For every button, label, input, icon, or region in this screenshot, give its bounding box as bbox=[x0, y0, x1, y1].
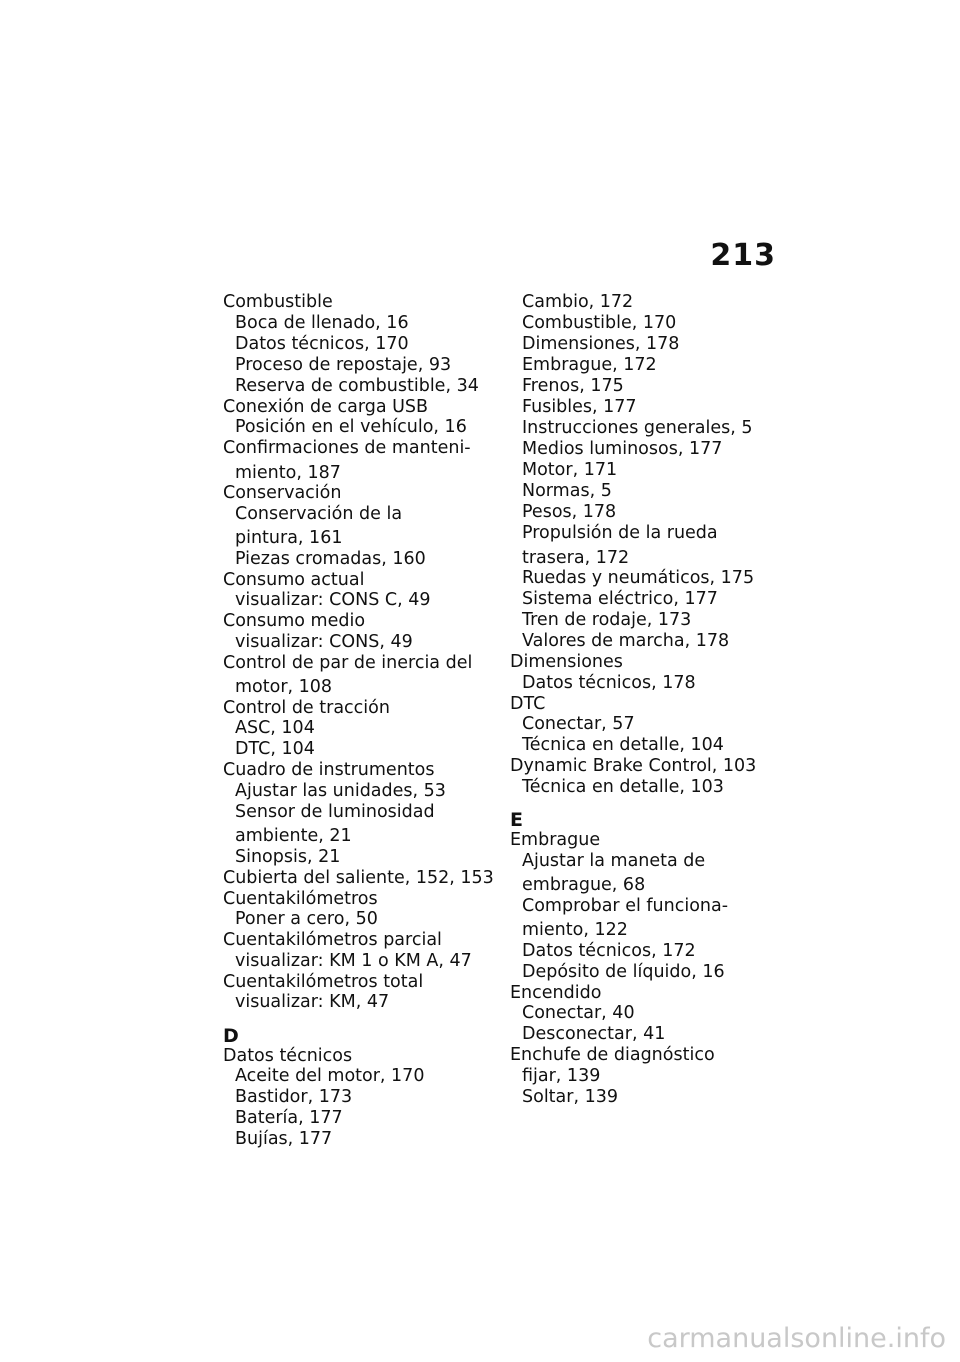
index-continuation: pintura, 161 bbox=[235, 528, 343, 548]
index-entry: Datos técnicos bbox=[223, 1045, 353, 1066]
index-subentry: Poner a cero, 50 bbox=[235, 909, 378, 929]
index-subentry: Conectar, 57 bbox=[522, 714, 635, 734]
index-entry: Conexión de carga USB bbox=[223, 396, 429, 417]
index-subentry: Dimensiones, 178 bbox=[522, 334, 680, 354]
index-subentry: DTC, 104 bbox=[235, 739, 315, 759]
index-subentry: Ajustar las unidades, 53 bbox=[235, 780, 446, 801]
index-subentry: Datos técnicos, 172 bbox=[522, 940, 696, 961]
index-entry: Cuentakilómetros bbox=[223, 888, 378, 909]
index-subentry: Boca de llenado, 16 bbox=[235, 312, 409, 333]
index-entry: Confirmaciones de manteni- bbox=[223, 438, 471, 458]
index-subentry: Batería, 177 bbox=[235, 1108, 343, 1128]
index-subentry: visualizar: KM 1 o KM A, 47 bbox=[235, 950, 472, 971]
index-subentry: visualizar: CONS, 49 bbox=[235, 631, 413, 652]
index-subentry: Fusibles, 177 bbox=[522, 397, 637, 417]
index-subentry: Propulsión de la rueda bbox=[522, 523, 718, 543]
index-subentry: Ruedas y neumáticos, 175 bbox=[522, 568, 755, 588]
index-entry: Dynamic Brake Control, 103 bbox=[510, 756, 757, 776]
index-continuation: ambiente, 21 bbox=[235, 826, 352, 846]
index-subentry: Frenos, 175 bbox=[522, 376, 624, 396]
index-subentry: Datos técnicos, 178 bbox=[522, 672, 696, 693]
index-entry: Control de par de inercia del bbox=[223, 652, 473, 673]
index-subentry: Bastidor, 173 bbox=[235, 1087, 353, 1107]
index-section-letter: E bbox=[510, 809, 523, 831]
index-subentry: Sensor de luminosidad bbox=[235, 801, 435, 822]
index-subentry: Proceso de repostaje, 93 bbox=[235, 354, 452, 375]
index-entry: Control de tracción bbox=[223, 697, 390, 718]
index-subentry: visualizar: KM, 47 bbox=[235, 992, 390, 1012]
index-subentry: visualizar: CONS C, 49 bbox=[235, 590, 431, 610]
index-entry: Conservación bbox=[223, 483, 342, 503]
index-subentry: Conservación de la bbox=[235, 503, 403, 524]
index-entry: Consumo medio bbox=[223, 611, 366, 631]
index-subentry: Técnica en detalle, 104 bbox=[522, 735, 724, 755]
index-subentry: Valores de marcha, 178 bbox=[522, 631, 730, 651]
index-section-letter: D bbox=[223, 1024, 239, 1047]
index-subentry: Embrague, 172 bbox=[522, 355, 657, 375]
index-entry: Cuadro de instrumentos bbox=[223, 760, 435, 780]
index-column-right bbox=[510, 292, 785, 1107]
index-entry: Cubierta del saliente, 152, 153 bbox=[223, 867, 494, 888]
index-entry: Cuentakilómetros total bbox=[223, 971, 424, 992]
page-number: 213 bbox=[710, 238, 776, 273]
footer-watermark: carmanualsonline.info bbox=[647, 1323, 946, 1354]
index-continuation: motor, 108 bbox=[235, 677, 333, 697]
index-subentry: Medios luminosos, 177 bbox=[522, 439, 723, 459]
index-subentry: Pesos, 178 bbox=[522, 502, 617, 522]
index-subentry: Reserva de combustible, 34 bbox=[235, 375, 479, 396]
index-subentry: Normas, 5 bbox=[522, 481, 612, 501]
section-gap bbox=[223, 1013, 498, 1022]
index-subentry: Datos técnicos, 170 bbox=[235, 333, 409, 354]
index-continuation: embrague, 68 bbox=[522, 875, 646, 895]
index-subentry: ASC, 104 bbox=[235, 718, 315, 738]
index-subentry: Desconectar, 41 bbox=[522, 1024, 666, 1044]
index-subentry: Tren de rodaje, 173 bbox=[522, 610, 692, 630]
index-continuation: miento, 122 bbox=[522, 920, 628, 940]
index-subentry: Posición en el vehículo, 16 bbox=[235, 417, 467, 437]
index-entry: DTC bbox=[510, 693, 546, 714]
index-column-left bbox=[223, 292, 498, 1150]
index-subentry: Sinopsis, 21 bbox=[235, 846, 341, 867]
index-continuation: miento, 187 bbox=[235, 462, 341, 483]
index-subentry: Sistema eléctrico, 177 bbox=[522, 589, 718, 609]
index-subentry: Bujías, 177 bbox=[235, 1129, 333, 1149]
index-subentry: Ajustar la maneta de bbox=[522, 850, 706, 871]
index-subentry: Técnica en detalle, 103 bbox=[522, 776, 724, 797]
index-subentry: Soltar, 139 bbox=[522, 1086, 618, 1107]
index-subentry: Depósito de líquido, 16 bbox=[522, 961, 725, 982]
index-subentry: Comprobar el funciona- bbox=[522, 895, 729, 916]
index-subentry: Aceite del motor, 170 bbox=[235, 1066, 425, 1086]
index-entry: Cuentakilómetros parcial bbox=[223, 930, 442, 950]
index-entry: Dimensiones bbox=[510, 652, 623, 672]
index-subentry: Instrucciones generales, 5 bbox=[522, 418, 753, 438]
index-entry: Embrague bbox=[510, 830, 601, 850]
index-subentry: Motor, 171 bbox=[522, 460, 618, 480]
index-continuation: trasera, 172 bbox=[522, 547, 630, 568]
index-entry: Consumo actual bbox=[223, 569, 365, 590]
index-subentry: Combustible, 170 bbox=[522, 313, 677, 333]
index-subentry: Cambio, 172 bbox=[522, 292, 634, 312]
index-entry: Combustible bbox=[223, 292, 333, 312]
index-subentry: Conectar, 40 bbox=[522, 1003, 635, 1023]
index-subentry: fijar, 139 bbox=[522, 1065, 601, 1086]
section-gap bbox=[510, 797, 785, 806]
index-subentry: Piezas cromadas, 160 bbox=[235, 548, 426, 569]
index-entry: Enchufe de diagnóstico bbox=[510, 1045, 715, 1065]
index-entry: Encendido bbox=[510, 982, 602, 1003]
